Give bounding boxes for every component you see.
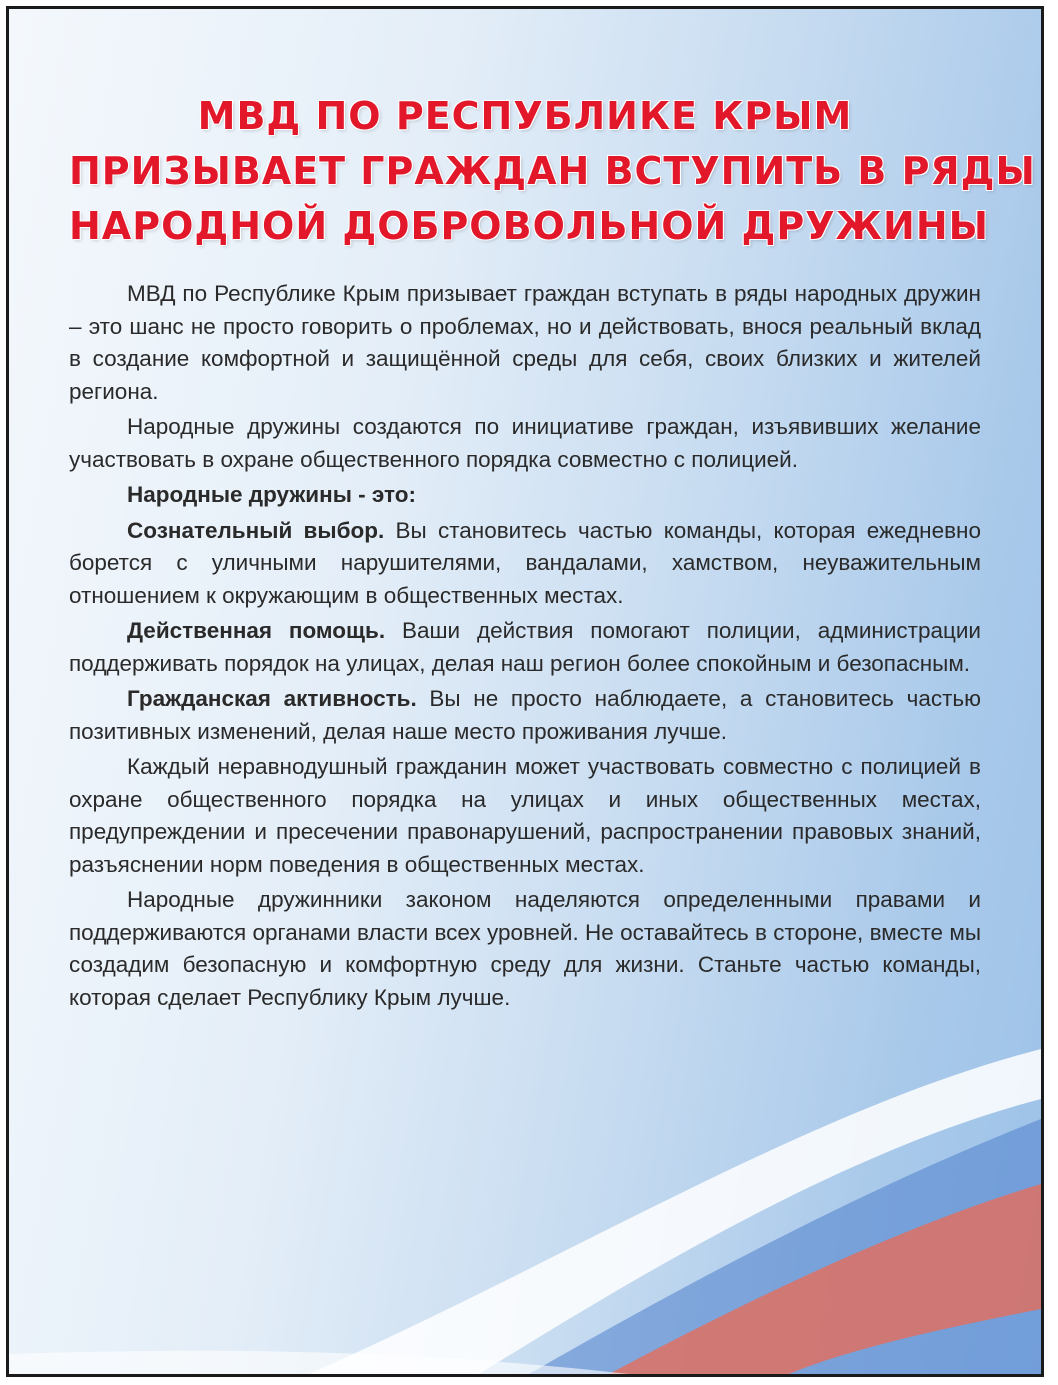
help-lead: Действенная помощь. bbox=[127, 618, 386, 643]
poster-title bbox=[69, 89, 1036, 254]
title-line-1: МВД ПО РЕСПУБЛИКЕ КРЫМ bbox=[197, 94, 853, 138]
poster-content bbox=[69, 89, 1036, 1377]
list-heading bbox=[69, 479, 981, 512]
list-heading-text: Народные дружины - это: bbox=[127, 482, 416, 507]
paragraph-initiative: Народные дружины создаются по инициативе граждан, изъявивших желание участвовать в охране общественного порядка совместно с полицией. bbox=[69, 414, 981, 472]
paragraph-choice bbox=[69, 515, 981, 613]
civic-lead: Гражданская активность. bbox=[127, 686, 417, 711]
paragraph-intro: МВД по Республике Крым призывает граждан вступать в ряды народных дружин – это шанс не просто говорить о проблемах, но и действовать, внося реальный вклад в создание комфортной и защищённой среды для себя, своих близких и жителей региона. bbox=[69, 281, 981, 404]
choice-text: Вы становитесь частью команды, которая ежедневно борется с уличными нарушителями, вандалами, хамством, неуважительным отношением к окружающим в общественных местах. bbox=[69, 517, 981, 608]
paragraph-civic bbox=[69, 683, 981, 748]
paragraph-closing: Народные дружинники законом наделяются определенными правами и поддерживаются органами власти всех уровней. Не оставайтесь в стороне, вместе мы создадим безопасную и комфортную среду для жизни. Станьте частью команды, которая сделает Республику Крым лучше. bbox=[69, 887, 981, 1010]
poster-frame bbox=[6, 6, 1044, 1377]
civic-text: Вы не просто наблюдаете, а становитесь частью позитивных изменений, делая наше место проживания лучше. bbox=[69, 686, 981, 744]
paragraph-every-citizen: Каждый неравнодушный гражданин может участвовать совместно с полицией в охране общественного порядка на улицах и иных общественных местах, предупреждении и пресечении правонарушений, распространении правовых знаний, разъяснении норм поведения в общественных местах. bbox=[69, 754, 981, 877]
title-line-3: НАРОДНОЙ ДОБРОВОЛЬНОЙ ДРУЖИНЫ bbox=[69, 204, 990, 248]
poster-body bbox=[69, 278, 981, 1014]
paragraph-help bbox=[69, 615, 981, 680]
title-line-2: ПРИЗЫВАЕТ ГРАЖДАН ВСТУПИТЬ В РЯДЫ bbox=[69, 149, 1036, 193]
choice-lead: Сознательный выбор. bbox=[127, 517, 385, 543]
help-text: Ваши действия помогают полиции, администрации поддерживать порядок на улицах, делая наш регион более спокойным и безопасным. bbox=[69, 618, 982, 676]
